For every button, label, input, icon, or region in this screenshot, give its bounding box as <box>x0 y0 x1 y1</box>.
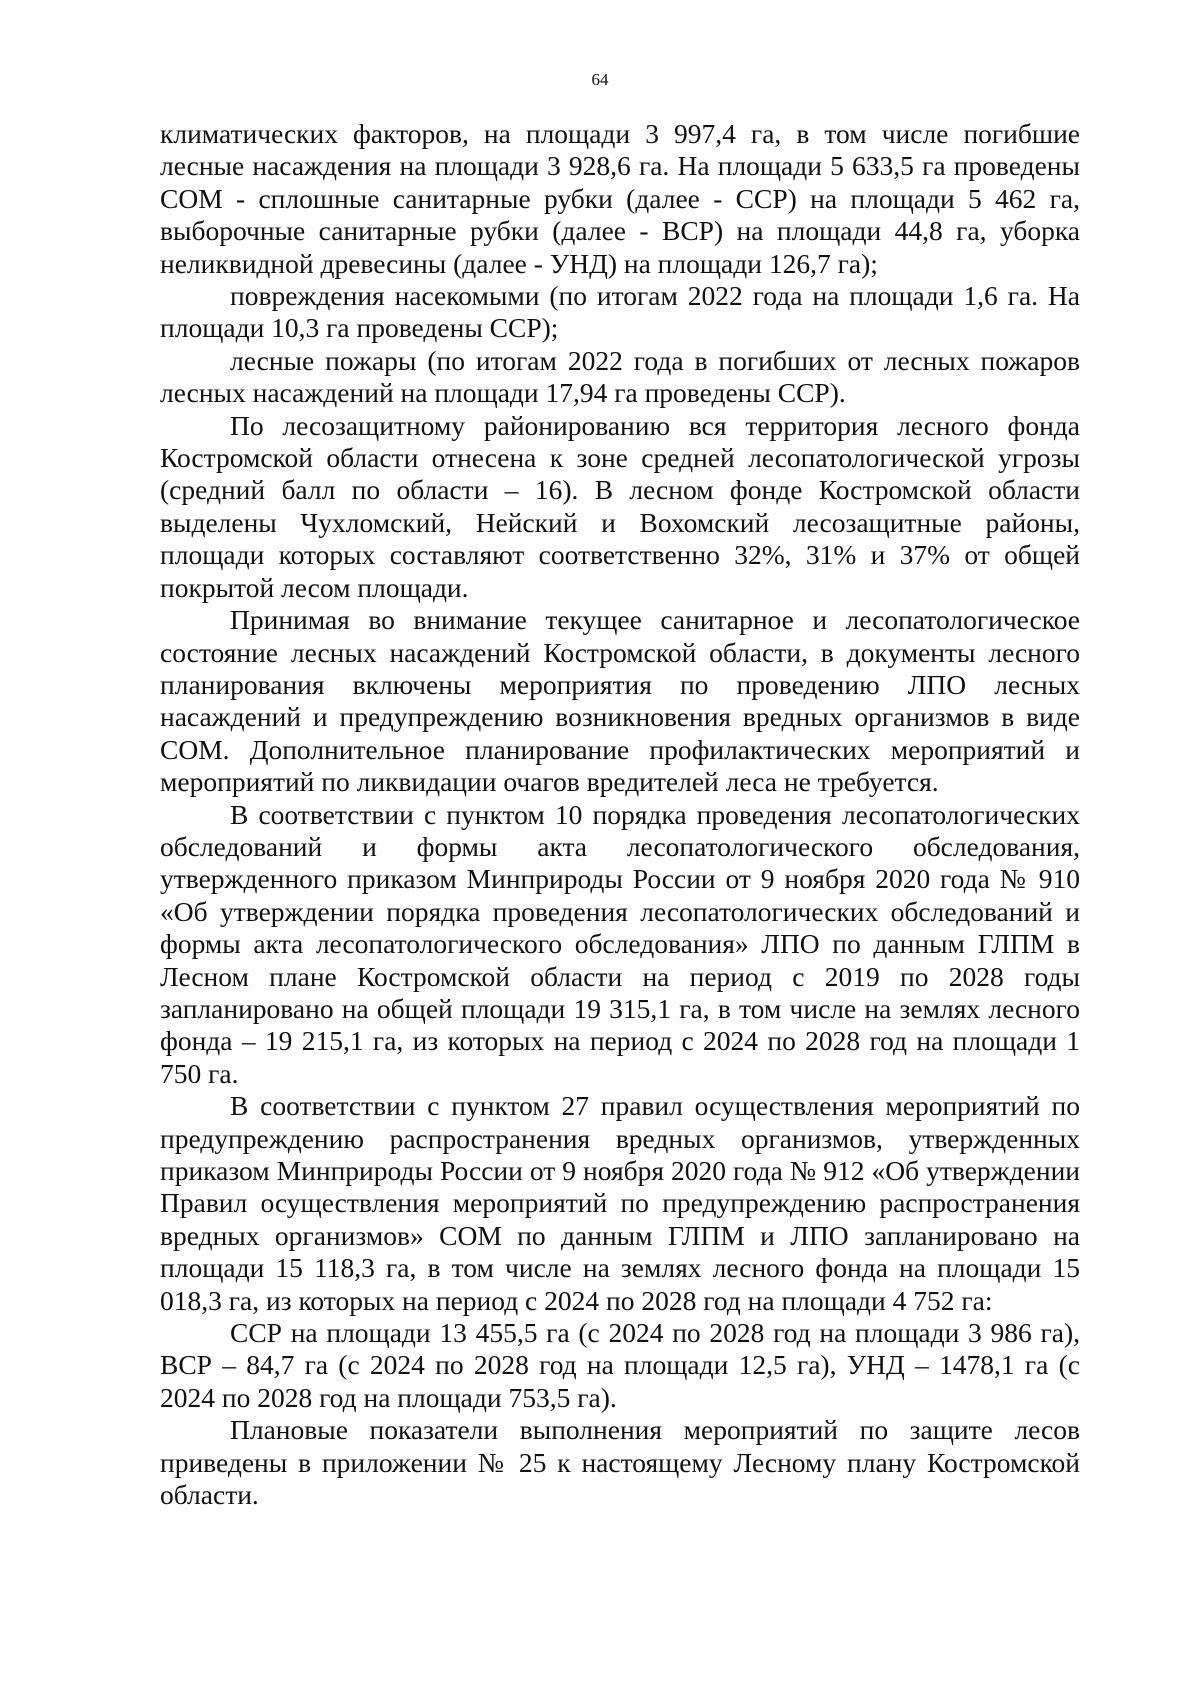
paragraph-cuttings: ССР на площади 13 455,5 га (с 2024 по 2028 год на площади 3 986 га), ВСР – 84,7 га (с 2024 по 2028 год на площади 12,5 га), УНД – 1478,1 га (с 2024 по 2028 год на площади 753,5 га). <box>160 1317 1080 1413</box>
paragraph-forest-fires: лесные пожары (по итогам 2022 года в погибших от лесных пожаров лесных насаждений на площади 17,94 га проведены ССР). <box>160 344 1080 409</box>
paragraph-appendix: Плановые показатели выполнения мероприятий по защите лесов приведены в приложении № 25 к настоящему Лесному плану Костромской области. <box>160 1414 1080 1511</box>
paragraph-zoning: По лесозащитному районированию вся территория лесного фонда Костромской области отнесена к зоне средней лесопатологической угрозы (средний балл по области – 16). В лесном фонде Костромской области выделены Чухломский, Нейский и Вохомский лесозащитные районы, площади которых составляют соответственно 32%, 31% и 37% от общей покрытой лесом площади. <box>160 409 1080 603</box>
paragraph-planning: Принимая во внимание текущее санитарное и лесопатологическое состояние лесных насаждений Костромской области, в документы лесного планирования включены мероприятия по проведению ЛПО лесных насаждений и предупреждению возникновения вредных организмов в виде СОМ. Дополнительное планирование профилактических мероприятий и мероприятий по ликвидации очагов вредителей леса не требуется. <box>160 604 1080 798</box>
text-body <box>160 118 1080 1511</box>
paragraph-measures: В соответствии с пунктом 27 правил осуществления мероприятий по предупреждению распространения вредных организмов, утвержденных приказом Минприроды России от 9 ноября 2020 года № 912 «Об утверждении Правил осуществления мероприятий по предупреждению распространения вредных организмов» СОМ по данным ГЛПМ и ЛПО запланировано на площади 15 118,3 га, в том числе на землях лесного фонда на площади 15 018,3 га, из которых на период с 2024 по 2028 год на площади 4 752 га: <box>160 1090 1080 1316</box>
page-number: 64 <box>591 70 609 89</box>
paragraph-insect-damage: повреждения насекомыми (по итогам 2022 года на площади 1,6 га. На площади 10,3 га проведены ССР); <box>160 280 1080 344</box>
paragraph-continuation: климатических факторов, на площади 3 997,4 га, в том числе погибшие лесные насаждения на площади 3 928,6 га. На площади 5 633,5 га проведены СОМ - сплошные санитарные рубки (далее - ССР) на площади 5 462 га, выборочные санитарные рубки (далее - ВСР) на площади 44,8 га, уборка неликвидной древесины (далее - УНД) на площади 126,7 га); <box>160 118 1080 279</box>
paragraph-inspections: В соответствии с пунктом 10 порядка проведения лесопатологических обследований и формы акта лесопатологического обследования, утвержденного приказом Минприроды России от 9 ноября 2020 года № 910 «Об утверждении порядка проведения лесопатологических обследований и формы акта лесопатологического обследования» ЛПО по данным ГЛПМ в Лесном плане Костромской области на период с 2019 по 2028 годы запланировано на общей площади 19 315,1 га, в том числе на землях лесного фонда – 19 215,1 га, из которых на период с 2024 по 2028 год на площади 1 750 га. <box>160 798 1080 1089</box>
